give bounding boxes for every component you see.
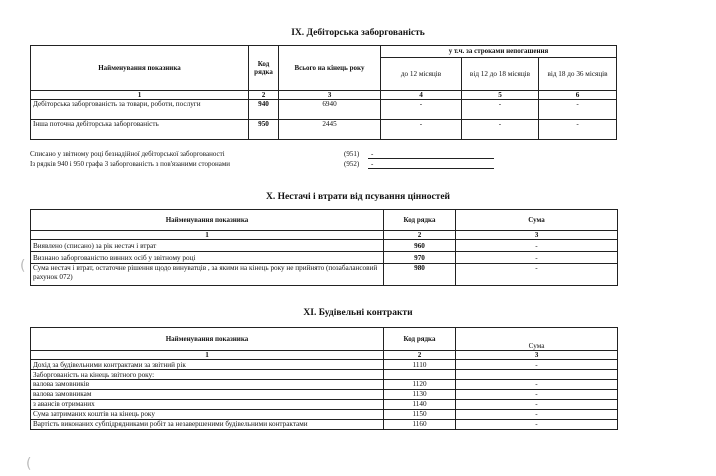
note-value: -	[371, 160, 374, 168]
note-bad-debts-written-off	[30, 150, 374, 158]
construction-contracts-table	[30, 327, 618, 430]
row-code: 1130	[384, 389, 456, 399]
row-code	[384, 370, 456, 380]
header-row-code: Код рядка	[384, 328, 456, 351]
column-number: 5	[462, 91, 539, 100]
table-row	[31, 389, 618, 399]
header-18-to-36-months: від 18 до 36 місяців	[539, 58, 617, 91]
section-11-title: XI. Будівельні контракти	[303, 308, 413, 318]
header-indicator-name: Найменування показника	[31, 46, 249, 91]
scan-mark: (	[20, 258, 26, 274]
header-indicator-name: Найменування показника	[31, 210, 384, 231]
row-name: Дебіторська заборгованість за товари, роботи, послуги	[31, 100, 249, 120]
row-name: Дохід за будівельними контрактами за звітний рік	[31, 360, 384, 370]
row-sum	[456, 370, 618, 380]
header-incl-by-maturity: у т.ч. за строками непогашення	[381, 46, 617, 58]
row-sum: -	[456, 240, 618, 252]
row-name: Визнано заборгованістю винних осіб у звітному році	[31, 252, 384, 264]
row-name: валова замовникам	[31, 389, 384, 399]
table-row	[31, 419, 618, 429]
column-number: 2	[384, 231, 456, 240]
header-12-to-18-months: від 12 до 18 місяців	[462, 58, 539, 91]
note-value: -	[371, 150, 374, 158]
column-number: 1	[31, 351, 384, 360]
section-9-title: ІХ. Дебіторська заборгованість	[291, 28, 425, 38]
row-sum: -	[456, 419, 618, 429]
column-number: 2	[249, 91, 279, 100]
table-row	[31, 370, 618, 380]
table-row	[31, 240, 618, 252]
note-related-parties	[30, 160, 374, 168]
scan-mark: (	[26, 456, 32, 472]
row-value: -	[539, 100, 617, 120]
header-row-code: Код рядка	[249, 46, 279, 91]
note-underline	[368, 158, 494, 159]
row-code: 1140	[384, 399, 456, 409]
header-total-end-of-year: Всього на кінець року	[279, 46, 381, 91]
row-sum: -	[456, 264, 618, 286]
header-indicator-name: Найменування показника	[31, 328, 384, 351]
header-up-to-12-months: до 12 місяців	[381, 58, 462, 91]
row-code: 1150	[384, 409, 456, 419]
table-row	[31, 264, 618, 286]
column-number: 2	[384, 351, 456, 360]
header-sum: Сума	[456, 328, 618, 351]
row-name: Виявлено (списано) за рік нестач і втрат	[31, 240, 384, 252]
column-number: 3	[456, 231, 618, 240]
row-sum: -	[456, 252, 618, 264]
table-row	[31, 409, 618, 419]
row-code: 970	[384, 252, 456, 264]
section-10-title: X. Нестачі і втрати від псування цінностей	[265, 192, 451, 202]
row-code: 1120	[384, 380, 456, 389]
column-number: 6	[539, 91, 617, 100]
row-code: 1110	[384, 360, 456, 370]
row-code: 1160	[384, 419, 456, 429]
row-value: -	[462, 120, 539, 140]
table-row	[31, 380, 618, 389]
note-text: Із рядків 940 і 950 графа 3 заборгованість з пов'язаними сторонами	[30, 160, 231, 168]
row-name: Вартість виконаних субпідрядниками робіт за незавершеними будівельними контрактами	[31, 419, 384, 429]
note-underline	[368, 168, 494, 169]
row-value: -	[381, 120, 462, 140]
row-name: Сума затриманих коштів на кінець року	[31, 409, 384, 419]
row-name: валова замовників	[31, 380, 384, 389]
row-code: 960	[384, 240, 456, 252]
note-text: Списано у звітному році безнадійної дебіторської заборгованості	[30, 150, 225, 158]
row-code: 950	[249, 120, 279, 140]
header-sum: Сума	[456, 210, 618, 231]
table-row	[31, 100, 617, 120]
row-sum: -	[456, 409, 618, 419]
table-row	[31, 399, 618, 409]
column-number: 1	[31, 91, 249, 100]
column-number: 4	[381, 91, 462, 100]
table-row	[31, 252, 618, 264]
row-sum: -	[456, 360, 618, 370]
row-sum: -	[456, 389, 618, 399]
note-code: (951)	[344, 150, 360, 158]
receivables-table	[30, 45, 617, 140]
note-code: (952)	[344, 160, 360, 168]
row-name: Інша поточна дебіторська заборгованість	[31, 120, 249, 140]
column-number: 3	[456, 351, 618, 360]
row-value: -	[539, 120, 617, 140]
row-code: 980	[384, 264, 456, 286]
row-code: 940	[249, 100, 279, 120]
column-number: 3	[279, 91, 381, 100]
table-row	[31, 360, 618, 370]
row-sum: -	[456, 399, 618, 409]
row-sum: -	[456, 380, 618, 389]
row-name: Заборгованість на кінець звітного року:	[31, 370, 384, 380]
table-row	[31, 120, 617, 140]
row-total: 6940	[279, 100, 381, 120]
row-total: 2445	[279, 120, 381, 140]
row-value: -	[381, 100, 462, 120]
row-name: з авансів отриманих	[31, 399, 384, 409]
shortages-table	[30, 209, 618, 286]
header-row-code: Код рядка	[384, 210, 456, 231]
column-number: 1	[31, 231, 384, 240]
row-value: -	[462, 100, 539, 120]
row-name: Сума нестач і втрат, остаточне рішення щодо винуватців , за якими на кінець року не прийнято (позабалансовий рахунок 072)	[31, 264, 384, 286]
